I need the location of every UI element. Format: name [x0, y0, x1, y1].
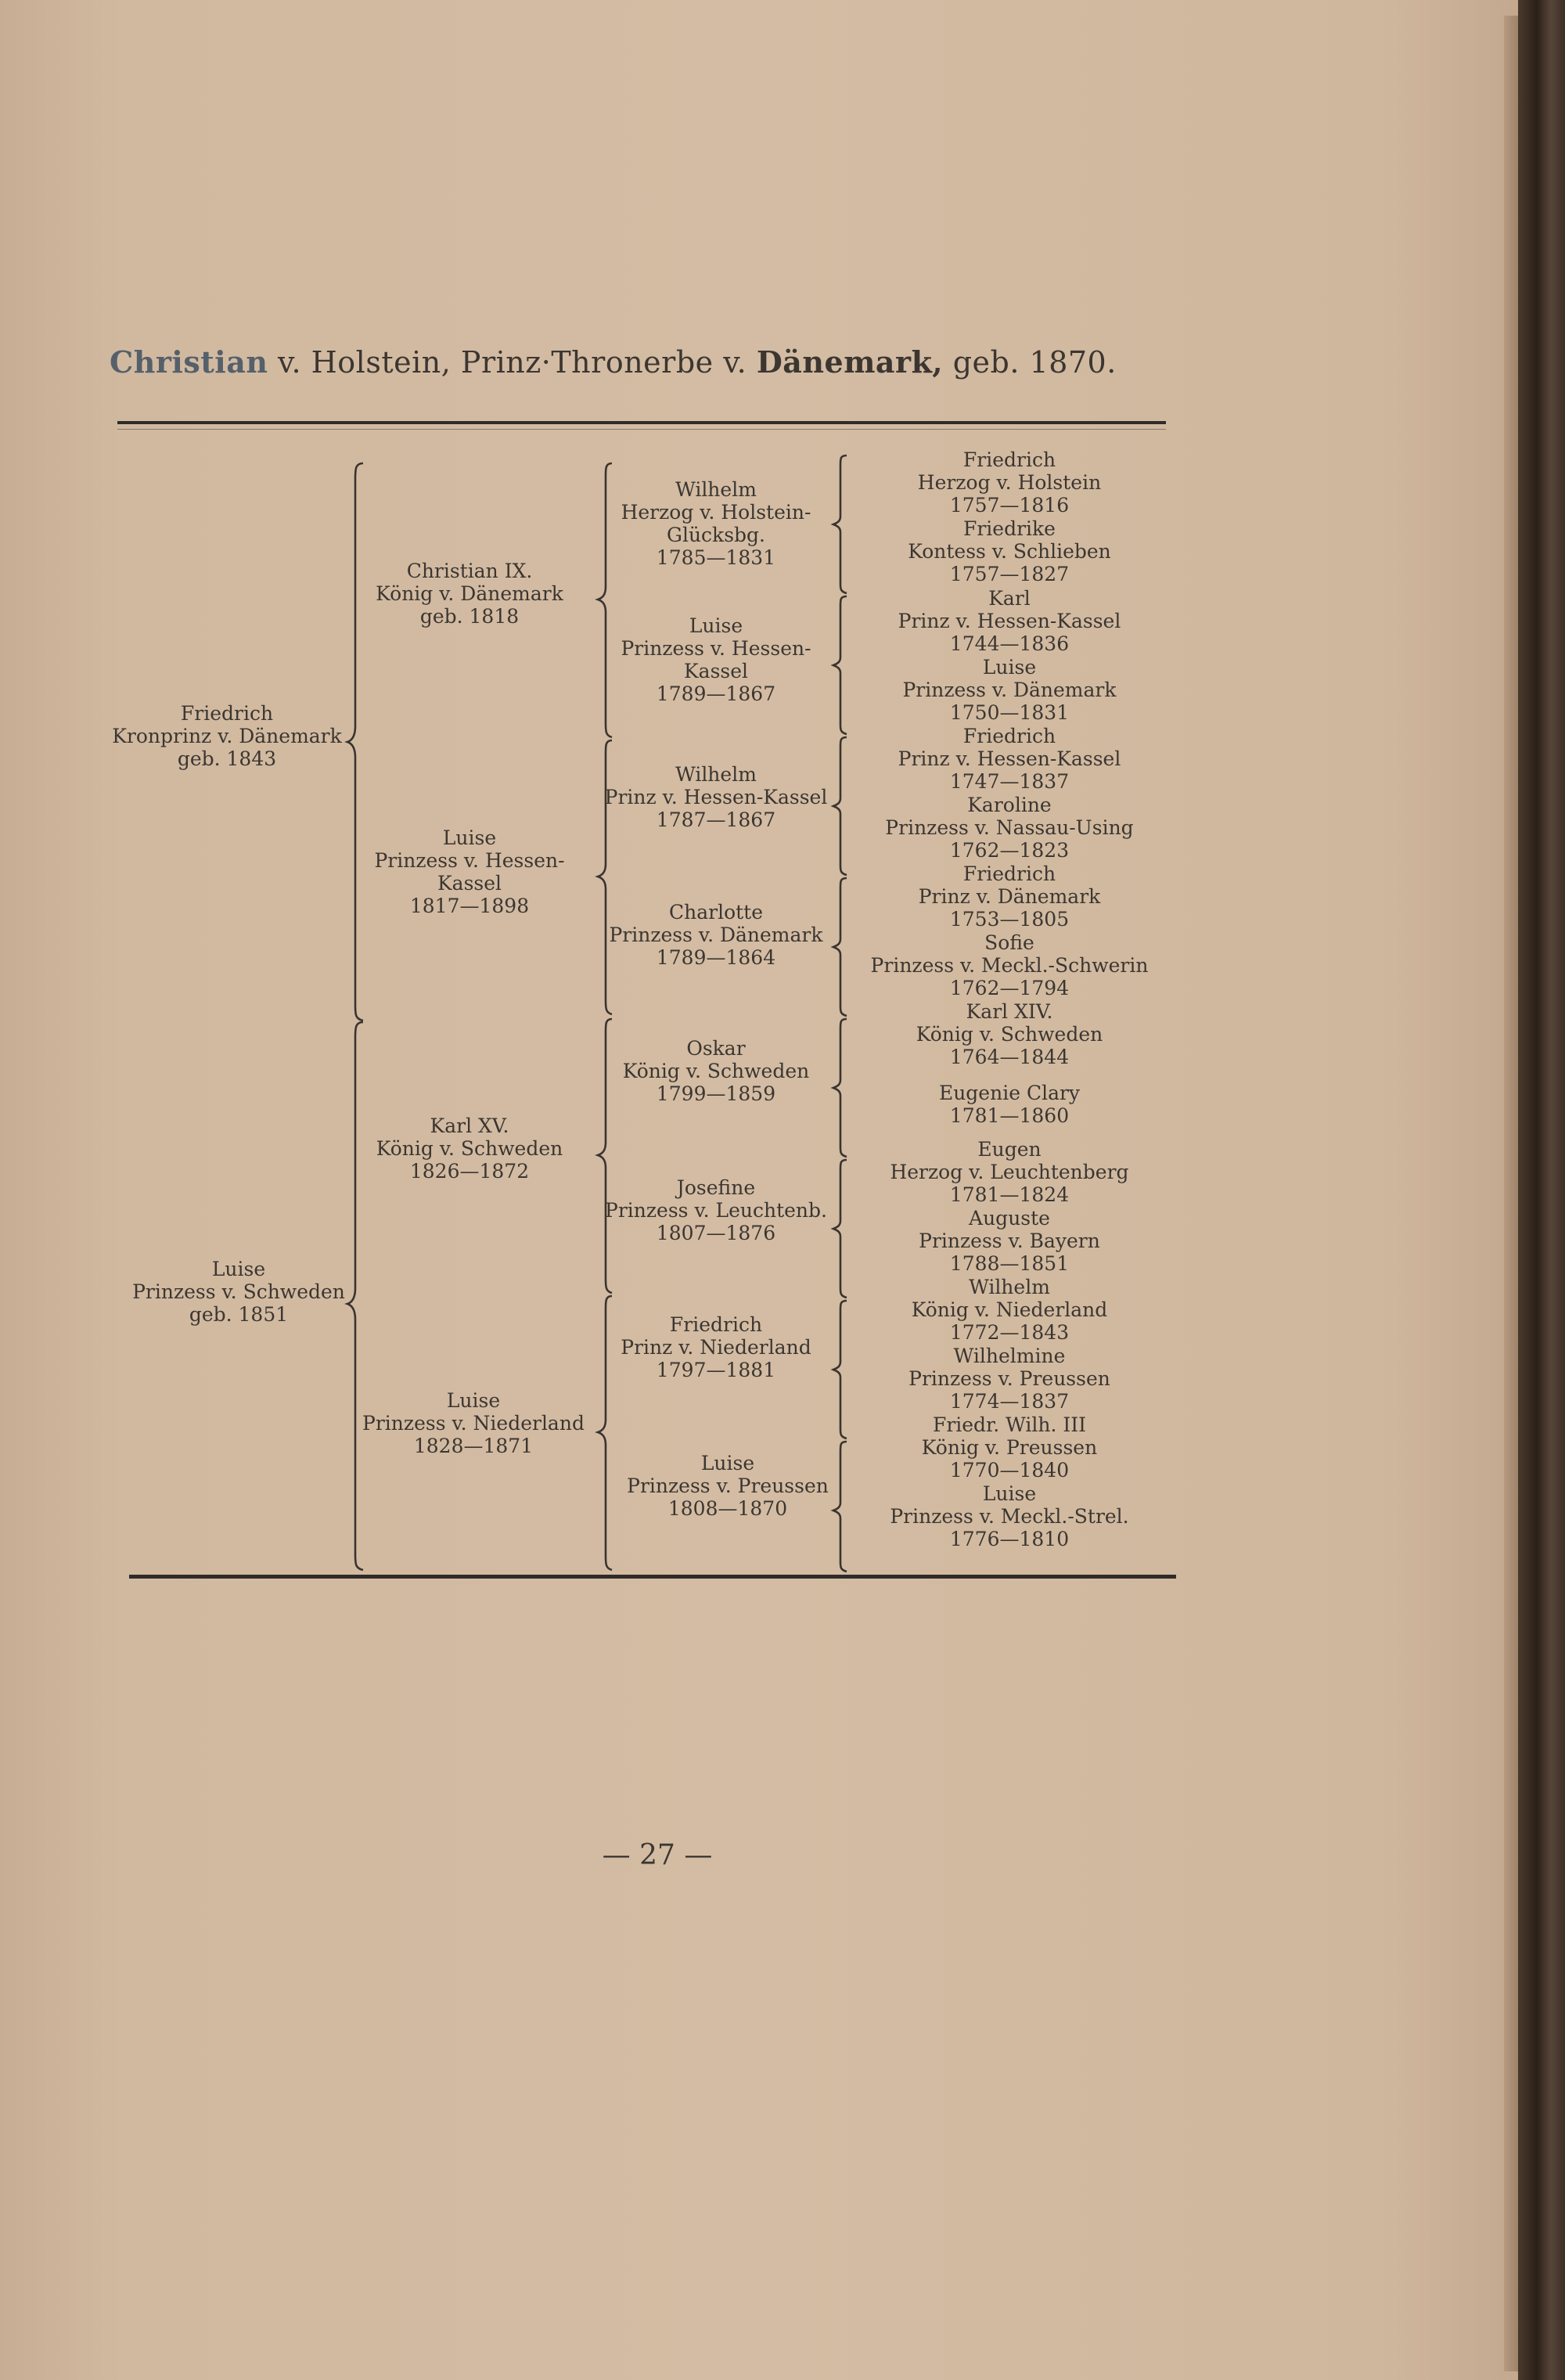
gen4-person: Sofie Prinzess v. Meckl.-Schwerin 1762—1794: [870, 931, 1149, 999]
bottom-rule: [129, 1575, 1176, 1579]
gen4-person: Karl Prinz v. Hessen-Kassel 1744—1836: [898, 587, 1121, 655]
gen3-person: Wilhelm Prinz v. Hessen-Kassel 1787—1867: [604, 763, 828, 831]
gen4-person: Friedrich Prinz v. Hessen-Kassel 1747—1837: [898, 725, 1121, 793]
gen2-person: Karl XV. König v. Schweden 1826—1872: [376, 1114, 563, 1183]
title-mid: v. Holstein, Prinz·Thronerbe v.: [268, 345, 757, 380]
page-number: — 27 —: [602, 1839, 713, 1871]
gen3-person: Luise Prinzess v. Hessen- Kassel 1789—1867: [621, 614, 811, 705]
book-spine: [1518, 0, 1565, 2380]
gen4-person: Karoline Prinzess v. Nassau-Using 1762—1823: [885, 794, 1134, 862]
title-country: Dänemark,: [756, 344, 944, 380]
gen3-person: Wilhelm Herzog v. Holstein- Glücksbg. 1785—1831: [621, 478, 811, 569]
title-name: Christian: [110, 344, 268, 380]
top-rule: [117, 421, 1166, 424]
gen1-person: Friedrich Kronprinz v. Dänemark geb. 1843: [112, 702, 342, 770]
gen2-person: Christian IX. König v. Dänemark geb. 1818: [376, 560, 563, 628]
gen4-person: Friedrich Herzog v. Holstein 1757—1816: [917, 448, 1102, 517]
gen4-person: Friedrich Prinz v. Dänemark 1753—1805: [918, 862, 1101, 931]
top-rule-thin: [117, 429, 1166, 430]
gen4-person: Auguste Prinzess v. Bayern 1788—1851: [919, 1207, 1100, 1275]
gen4-person: Friedrike Kontess v. Schlieben 1757—1827: [908, 517, 1111, 585]
gen4-person: Luise Prinzess v. Meckl.-Strel. 1776—1810: [890, 1482, 1129, 1550]
brace-gen3-gen4: [829, 454, 853, 1573]
gen4-person: Eugen Herzog v. Leuchtenberg 1781—1824: [890, 1138, 1129, 1206]
gen3-person: Josefine Prinzess v. Leuchtenb. 1807—1876: [605, 1176, 827, 1244]
gen2-person: Luise Prinzess v. Hessen- Kassel 1817—1898: [374, 826, 565, 917]
gen4-person: Friedr. Wilh. III König v. Preussen 1770—1840: [921, 1413, 1098, 1482]
gen3-person: Oskar König v. Schweden 1799—1859: [622, 1037, 810, 1105]
gen4-person: Karl XIV. König v. Schweden 1764—1844: [916, 1000, 1103, 1068]
brace-gen1-gen2: [344, 462, 368, 1573]
gen3-person: Charlotte Prinzess v. Dänemark 1789—1864: [609, 901, 823, 969]
gen4-person: Eugenie Clary 1781—1860: [938, 1082, 1081, 1127]
page-edge: [1504, 16, 1520, 2371]
gen4-person: Wilhelmine Prinzess v. Preussen 1774—1837: [908, 1345, 1110, 1413]
title-end: geb. 1870.: [943, 345, 1117, 380]
gen3-person: Friedrich Prinz v. Niederland 1797—1881: [621, 1313, 811, 1381]
gen1-person: Luise Prinzess v. Schweden geb. 1851: [132, 1258, 345, 1326]
gen2-person: Luise Prinzess v. Niederland 1828—1871: [362, 1389, 585, 1457]
gen4-person: Wilhelm König v. Niederland 1772—1843: [911, 1276, 1108, 1344]
gen3-person: Luise Prinzess v. Preussen 1808—1870: [627, 1452, 829, 1520]
page-title: [110, 344, 1205, 380]
gen4-person: Luise Prinzess v. Dänemark 1750—1831: [902, 656, 1117, 724]
brace-gen2-gen3: [595, 462, 618, 1573]
